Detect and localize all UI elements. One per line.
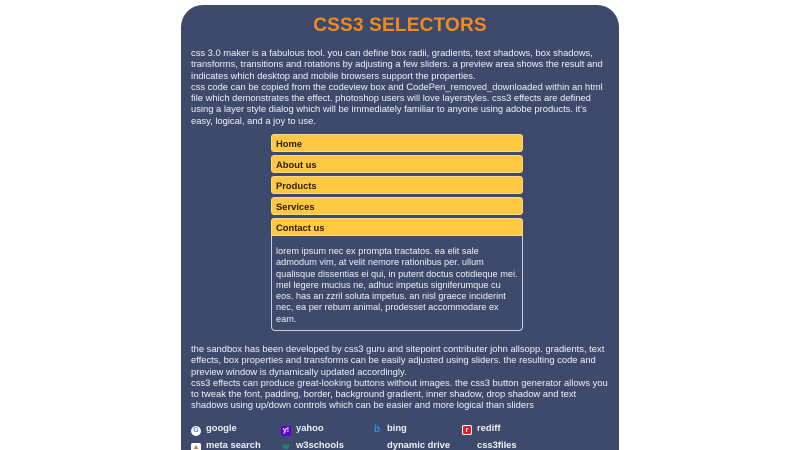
bing-icon: b — [373, 424, 381, 435]
link-label: yahoo — [296, 422, 324, 433]
w3schools-icon: w — [282, 442, 290, 450]
outro-paragraph: the sandbox has been developed by css3 guru and sitepoint contributer john allsopp. gradients, text effects, box properties and transforms can be easily adjusted using sliders. the resulting code and preview window is dynamically updated accordingly. — [191, 343, 605, 377]
outro-paragraph: css3 effects can produce great-looking buttons without images. the css3 button generator allows you to tweak the font, padding, border, background gradient, inner shadow, drop shadow and text shadows using up/down controls which can be easier and more logical than sliders — [191, 376, 608, 411]
intro-paragraph: css 3.0 maker is a fabulous tool. you can define box radii, gradients, text shadows, box shadows, transforms, transitions and rotations by adjusting a few sliders. a preview area shows the result and indicates which desktop and mobile browsers support the properties. — [191, 47, 603, 81]
link-label: dynamic drive — [387, 439, 451, 450]
link-rediff[interactable] — [462, 422, 500, 435]
dynamic-drive-icon — [372, 439, 382, 449]
link-css3files[interactable] — [462, 439, 517, 450]
link-meta-search[interactable] — [191, 439, 261, 450]
rediff-icon: r — [462, 425, 472, 435]
link-google[interactable] — [191, 422, 237, 436]
css3files-icon — [462, 439, 472, 449]
meta-search-icon: ▲ — [191, 443, 201, 450]
menu-item-services[interactable]: Services — [271, 197, 523, 215]
intro-paragraph: css code can be copied from the codeview box and CodePen_removed_downloaded within an html file which demonstrates the effect. photoshop users will love layerstyles. css3 effects are defined using a layer style dialog which will be immediately familiar to anyone using adobe products. it's easy, logical, and a joy to use. — [191, 80, 603, 126]
link-label: bing — [387, 422, 407, 433]
link-yahoo[interactable] — [281, 422, 324, 436]
page-title: CSS3 SELECTORS — [313, 15, 487, 36]
google-icon: G — [191, 426, 201, 436]
link-label: rediff — [477, 422, 501, 433]
link-label: css3files — [477, 439, 517, 450]
menu-item-home[interactable]: Home — [271, 134, 523, 152]
menu-item-contact-us[interactable]: Contact us — [271, 218, 523, 236]
contact-us-panel: lorem ipsum nec ex prompta tractatos. ea elit sale admodum vim, at velit nemore rationibus per. ullum qualisque dissentias ei qui, in putent doctus cotidieque mei. mel legere mucius ne, adhuc impetus signiferumque cu eos. has an zzril soluta impetus. an nisl graece inciderint nec, ea per rebum animal, prodesset accommodare ex eam. — [271, 236, 523, 331]
menu-item-products[interactable]: Products — [271, 176, 523, 194]
accordion-menu — [271, 134, 523, 331]
menu-item-about-us[interactable]: About us — [271, 155, 523, 173]
link-label: w3schools — [296, 439, 344, 450]
page-container — [181, 5, 619, 450]
link-label: meta search — [206, 439, 261, 450]
link-bing[interactable] — [372, 422, 407, 435]
link-dynamic-drive[interactable] — [372, 439, 450, 450]
yahoo-icon: y! — [282, 427, 290, 434]
link-w3schools[interactable] — [281, 439, 344, 450]
intro-section — [191, 47, 611, 126]
outro-section — [191, 343, 611, 411]
link-label: google — [206, 422, 237, 433]
